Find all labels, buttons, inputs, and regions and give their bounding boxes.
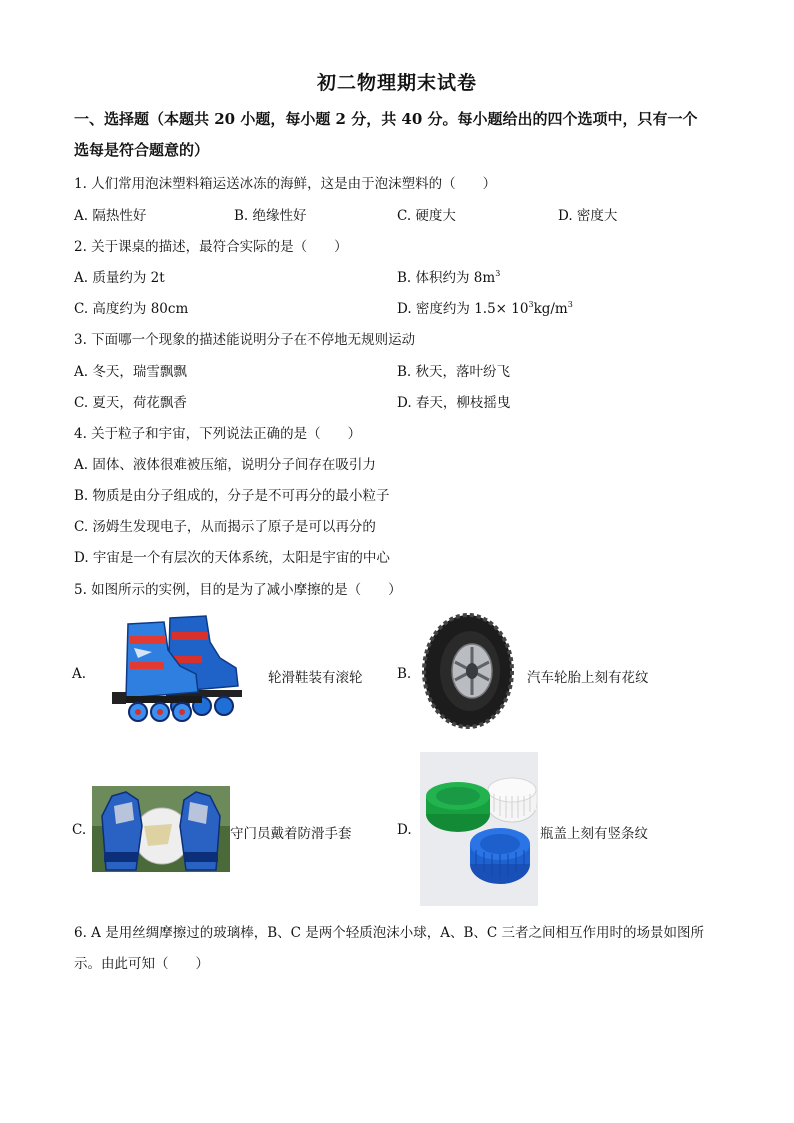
q2-option-d: D. 密度约为 $1.5\times 10^3kg/m^3$ xyxy=(397,300,573,317)
question-6-stem-line1: 6. A 是用丝绸摩擦过的玻璃棒，B、C 是两个轻质泡沫小球，A、B、C 三者之间相互作用时的场景如图所 xyxy=(74,925,705,941)
question-4-stem: 4. 关于粒子和宇宙，下列说法正确的是（ ） xyxy=(74,426,362,442)
q3-option-c: C. 夏天，荷花飘香 xyxy=(74,395,187,411)
section-heading-line2: 选每是符合题意的） xyxy=(74,141,210,159)
q3-option-d: D. 春天，柳枝摇曳 xyxy=(397,395,511,411)
q4-option-d: D. 宇宙是一个有层次的天体系统，太阳是宇宙的中心 xyxy=(74,550,390,566)
q4-option-b: B. 物质是由分子组成的，分子是不可再分的最小粒子 xyxy=(74,488,390,504)
q5-option-c-text: 守门员戴着防滑手套 xyxy=(230,826,352,842)
q5-option-b-text: 汽车轮胎上刻有花纹 xyxy=(527,670,649,686)
q5-option-d-text: 瓶盖上刻有竖条纹 xyxy=(540,826,648,842)
q5-option-a-letter: A. xyxy=(72,666,87,682)
goalkeeper-gloves-image xyxy=(92,786,230,872)
q4-option-c: C. 汤姆生发现电子，从而揭示了原子是可以再分的 xyxy=(74,519,376,535)
q2-option-b: B. 体积约为 $8m^3$ xyxy=(397,269,501,286)
q5-option-b-letter: B. xyxy=(397,666,412,682)
bottle-caps-image xyxy=(420,752,538,906)
q2-option-a: A. 质量约为 2t xyxy=(74,270,165,286)
question-2-stem: 2. 关于课桌的描述，最符合实际的是（ ） xyxy=(74,239,348,255)
tire-image xyxy=(420,612,516,730)
exam-title: 初二物理期末试卷 xyxy=(316,72,477,94)
q3-option-b: B. 秋天，落叶纷飞 xyxy=(397,364,511,380)
q1-option-b: B. 绝缘性好 xyxy=(234,208,307,224)
q4-option-a: A. 固体、液体很难被压缩，说明分子间存在吸引力 xyxy=(74,457,376,473)
section-heading-line1: 一、选择题（本题共 20 小题，每小题 2 分，共 40 分。每小题给出的四个选项中，只有一个 xyxy=(74,110,698,128)
q3-option-a: A. 冬天，瑞雪飘飘 xyxy=(74,364,187,380)
q5-option-d-letter: D. xyxy=(397,822,412,838)
question-6-stem-line2: 示。由此可知（ ） xyxy=(74,956,209,972)
question-1-stem: 1. 人们常用泡沫塑料箱运送冰冻的海鲜，这是由于泡沫塑料的（ ） xyxy=(74,176,497,192)
q1-option-a: A. 隔热性好 xyxy=(74,208,147,224)
question-5-stem: 5. 如图所示的实例，目的是为了减小摩擦的是（ ） xyxy=(74,582,402,598)
question-3-stem: 3. 下面哪一个现象的描述能说明分子在不停地无规则运动 xyxy=(74,332,416,348)
q2-option-c: C. 高度约为 80cm xyxy=(74,301,189,317)
roller-skate-image xyxy=(108,612,248,724)
q1-option-d: D. 密度大 xyxy=(558,208,618,224)
q5-option-a-text: 轮滑鞋装有滚轮 xyxy=(268,670,363,686)
q5-option-c-letter: C. xyxy=(72,822,87,838)
q1-option-c: C. 硬度大 xyxy=(397,208,456,224)
